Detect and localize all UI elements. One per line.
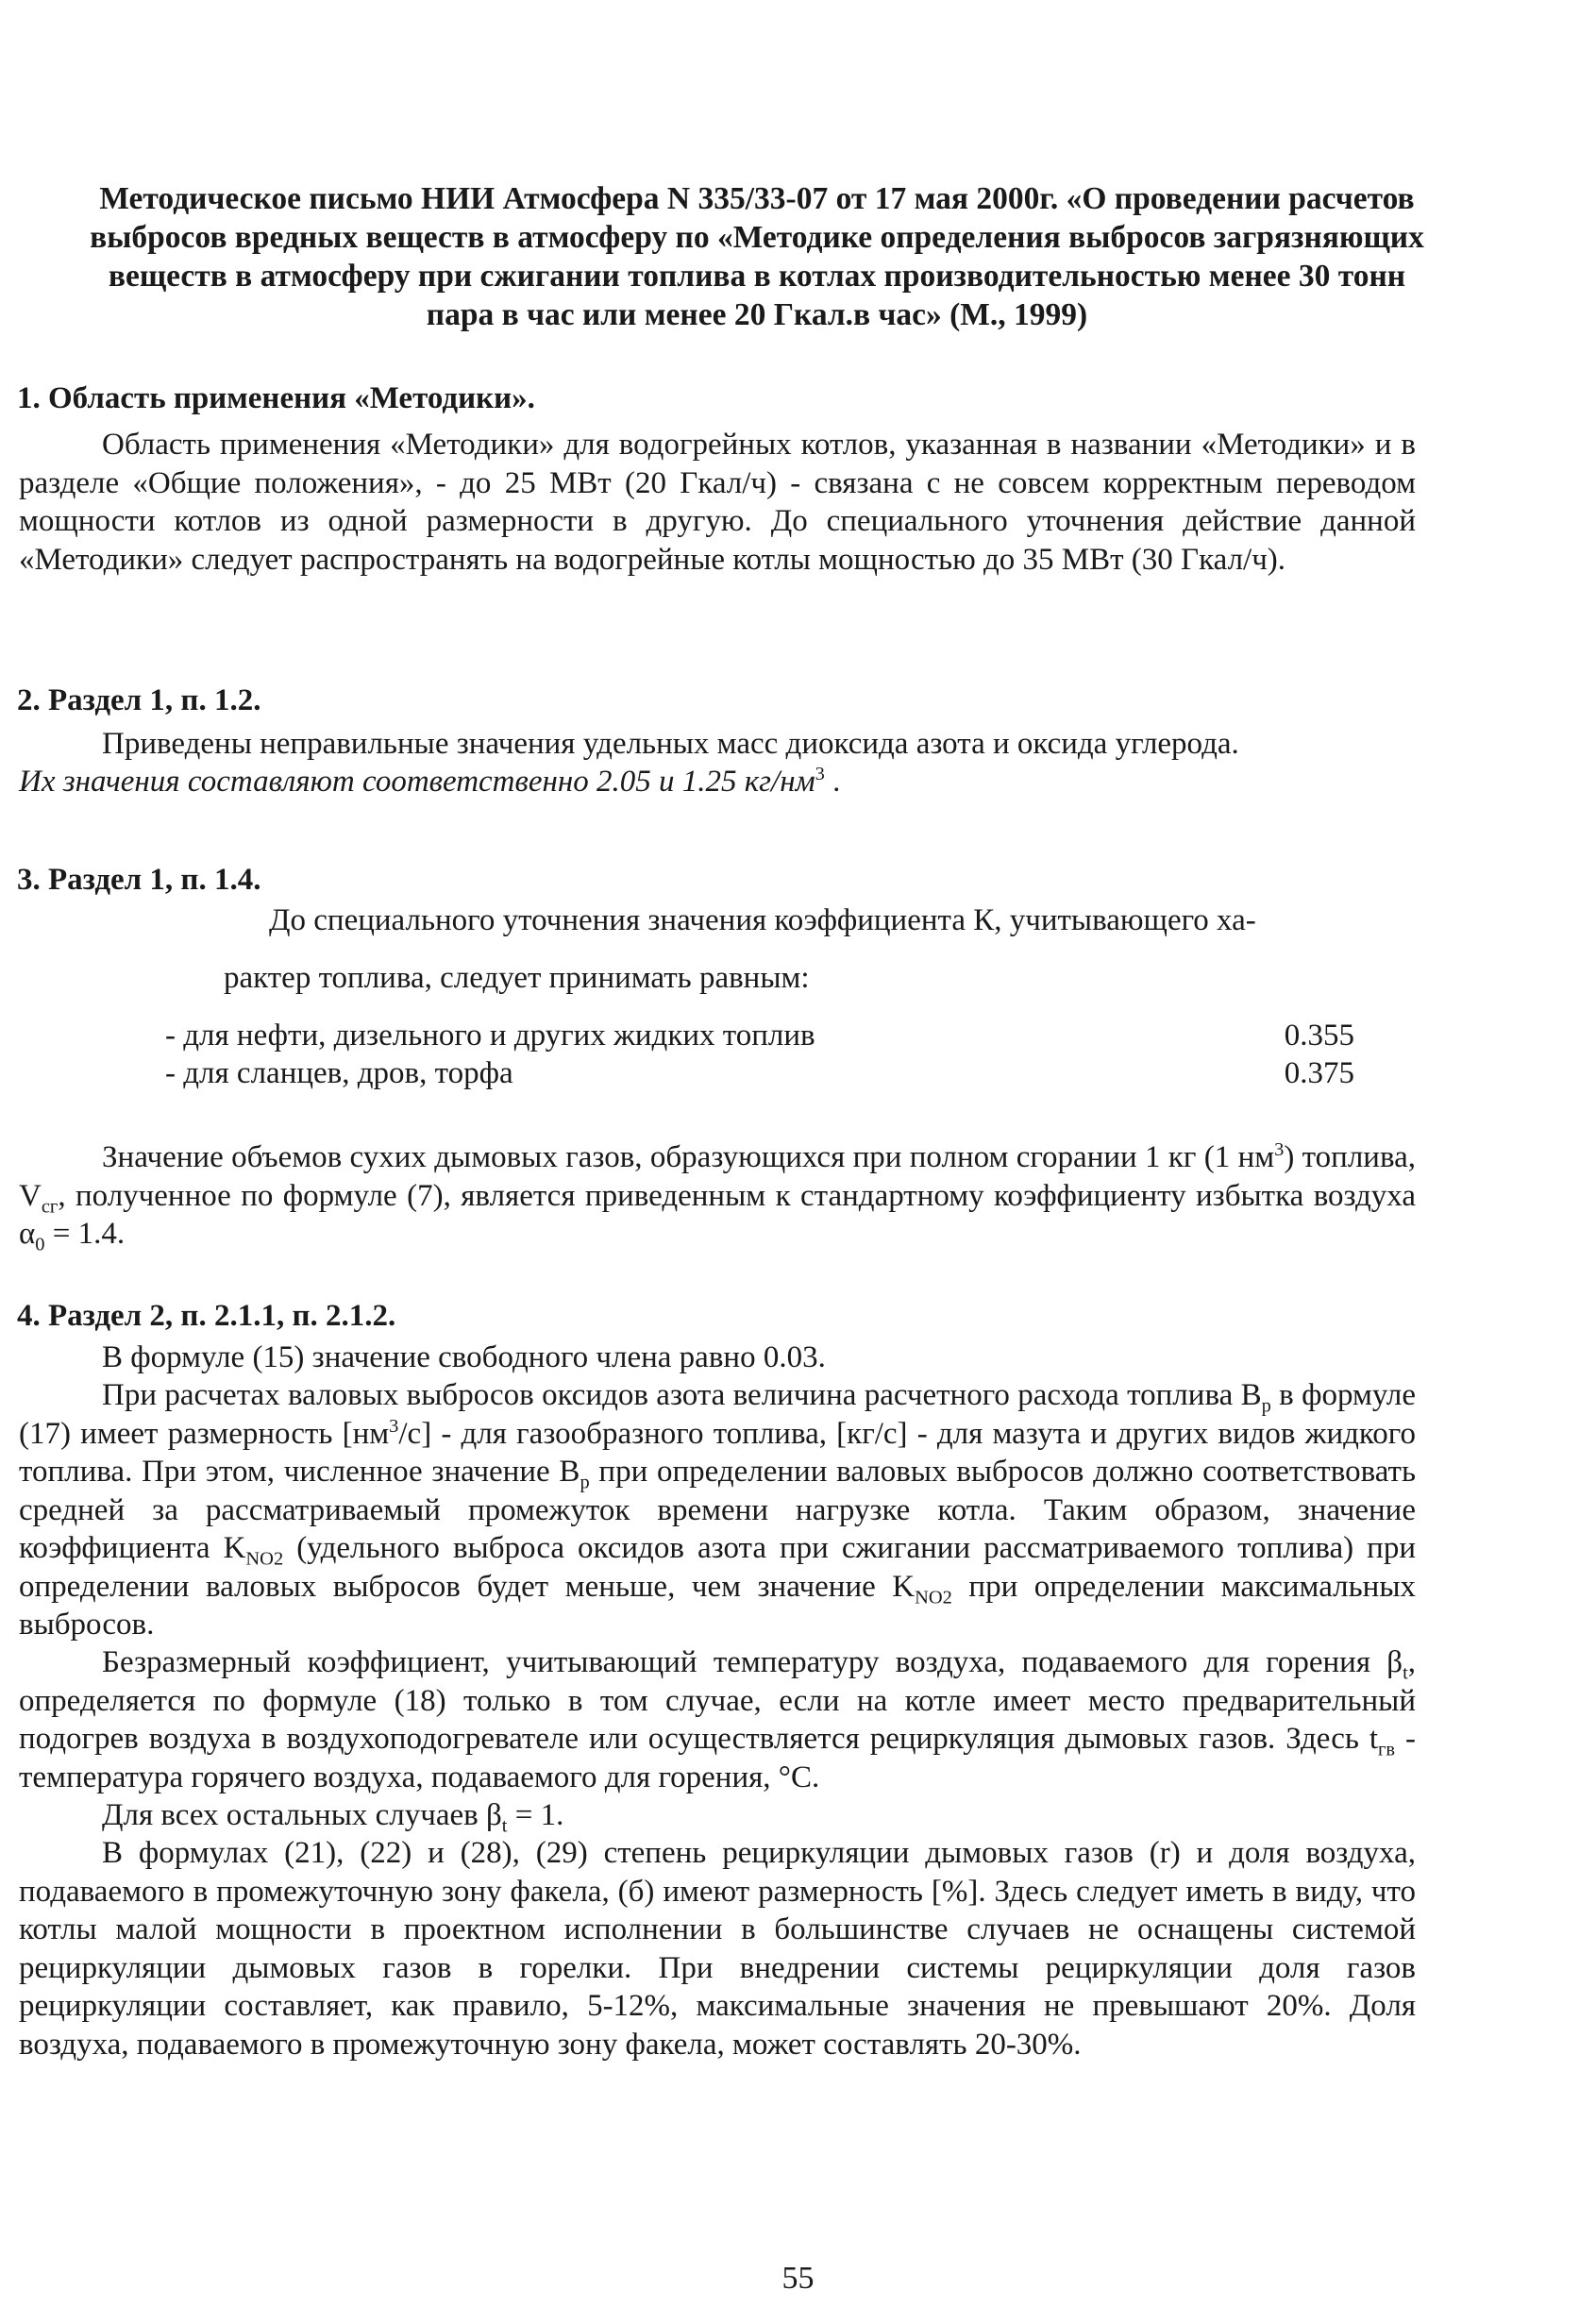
section-2-heading: 2. Раздел 1, п. 1.2. [17,683,261,717]
text-run: Безразмерный коэффициент, учитывающий температуру воздуха, подаваемого для горения β [102,1645,1403,1679]
subscript-sg: сг [41,1196,59,1218]
subscript-no2: NO2 [245,1548,284,1570]
section-4-paragraph-5: В формулах (21), (22) и (28), (29) степень рециркуляции дымовых газов (r) и доля воздуха, подаваемого в промежуточную зону факела, (б) имеют размерность [%]. Здесь следует иметь в виду, что котлы малой мощности в проектном исполнении в большинстве случаев не оснащены системой рециркуляции дымовых газов в горелки. При внедрении системы рециркуляции доля газов рециркуляции составляет, как правило, 5-12%, максимальные значения не превышают 20%. Доля воздуха, подаваемого в промежуточную зону факела, может составлять 20-30%. [19,1836,1416,2062]
page-number: 55 [781,2261,815,2296]
section-4-paragraph-2 [19,1376,1416,1644]
subscript-p: р [1261,1395,1271,1417]
coefficient-row-oil [165,1017,1354,1054]
text-run: ) топлива, V [19,1140,1417,1213]
section-1-heading: 1. Область применения «Методики». [17,381,535,415]
subscript-t: t [1403,1662,1408,1684]
subscript-0: 0 [35,1234,45,1255]
section-2-paragraph-1: Приведены неправильные значения удельных масс диоксида азота и оксида углерода. [102,727,1239,761]
text-run: (удельного выброса оксидов азота при сжигании рассматриваемого топлива) при определении валовых выбросов будет меньше, чем значение K [19,1531,1416,1604]
coefficient-label: - для сланцев, дров, торфа [165,1056,513,1090]
subscript-t: t [501,1815,508,1837]
section-3-paragraph-2 [19,1138,1416,1254]
values-text: Их значения составляют соответственно 2.05 и 1.25 кг/нм [19,765,815,799]
text-run: Для всех остальных случаев β [102,1798,502,1832]
coefficient-label: - для нефти, дизельного и других жидких топлив [165,1019,815,1053]
section-2-paragraph-2 [19,763,1416,801]
text-run: /c] - для газообразного топлива, [кг/с] - для мазута и других видов жидкого топлива. При этом, численное значение B [19,1416,1416,1489]
text-run: , полученное по формуле (7), является приведенным к стандартному коэффициенту избытка воздуха α [19,1178,1416,1251]
coefficient-row-shale [165,1054,1354,1092]
document-title: Методическое письмо НИИ Атмосфера N 335/33-07 от 17 мая 2000г. «О проведении расчетов выбросов вредных веществ в атмосферу по «Методике определения выбросов загрязняющих веществ в атмосферу при сжигании топлива в котлах производительностью менее 30 тонн пара в час или менее 20 Гкал.в час» (М., 1999) [90,181,1424,332]
superscript-3: 3 [1274,1139,1285,1160]
section-3-heading: 3. Раздел 1, п. 1.4. [17,863,261,897]
coefficient-value: 0.375 [1284,1056,1354,1090]
text-run: - температура горячего воздуха, подаваемого для горения, °С. [19,1722,1416,1794]
superscript-3: 3 [389,1415,399,1437]
coefficient-value: 0.355 [1284,1019,1354,1053]
text-run: = 1.4. [44,1217,126,1251]
text-run: в формуле (17) имеет размерность [нм [19,1378,1416,1451]
text-run: При расчетах валовых выбросов оксидов азота величина расчетного расхода топлива B [102,1378,1262,1412]
subscript-p: р [580,1472,590,1493]
section-4-heading: 4. Раздел 2, п. 2.1.1, п. 2.1.2. [17,1299,396,1333]
superscript-3: 3 [815,764,825,784]
text-run: Значение объемов сухих дымовых газов, образующихся при полном сгорании 1 кг (1 нм [102,1140,1275,1174]
text-run: , определяется по формуле (18) только в том случае, если на котле имеет место предварительный подогрев воздуха в воздухоподогревателе или осуществляется рециркуляция дымовых газов. Здесь t [19,1645,1416,1756]
section-3-intro-line-2: рактер топлива, следует принимать равным: [224,961,810,995]
section-3-intro-line-1: До специального уточнения значения коэффициента К, учитывающего ха- [269,903,1256,937]
text-run: при определении валовых выбросов должно соответствовать средней за рассматриваемый промежуток времени нагрузке котла. Таким образом, значение коэффициента K [19,1455,1416,1565]
text-run: при определении максимальных выбросов. [19,1569,1416,1642]
subscript-no2: NO2 [915,1587,952,1608]
subscript-gv: гв [1378,1739,1396,1760]
section-4-paragraph-4 [19,1796,1416,1835]
section-4-paragraph-3 [19,1643,1416,1796]
section-4-paragraph-1: В формуле (15) значение свободного члена равно 0.03. [102,1340,826,1374]
trailing-dot: . [824,765,841,799]
section-1-paragraph: Область применения «Методики» для водогрейных котлов, указанная в названии «Методики» и в разделе «Общие положения», - до 25 МВт (20 Гкал/ч) - связана с не совсем корректным переводом мощности котлов из одной размерности в другую. До специального уточнения действие данной «Методики» следует распространять на водогрейные котлы мощностью до 35 МВт (30 Гкал/ч). [19,428,1416,577]
text-run: = 1. [507,1798,564,1832]
